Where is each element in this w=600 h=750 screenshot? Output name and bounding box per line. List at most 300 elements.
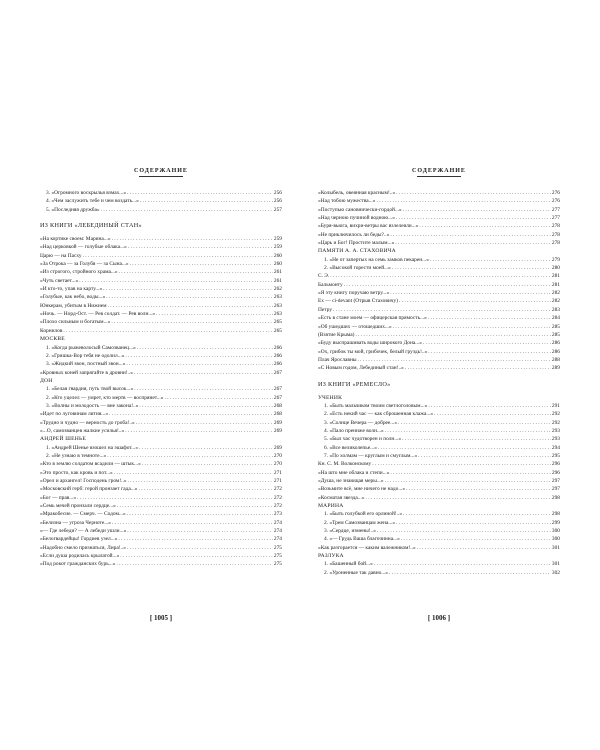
toc-entry-page: 301: [551, 561, 560, 568]
toc-entry-title: «Не приключилось ли беды?..»: [318, 231, 390, 238]
toc-entry-title: 1. «Не от запертых на семь замков пекарен...»: [324, 256, 429, 263]
toc-entry-title: «Колыбель, овеянная красным!..»: [318, 190, 396, 196]
dot-leader: [428, 348, 551, 356]
section-heading: УЧЕНИК: [318, 394, 343, 401]
section-heading: ПАМЯТИ А. А. СТАХОВИЧА: [318, 248, 396, 255]
dot-leader: [417, 544, 551, 552]
dot-leader: [330, 272, 551, 280]
toc-entry-title: 1. «Быть голубкой его орлиной!..»: [324, 511, 403, 518]
toc-entry: [318, 222, 560, 230]
toc-entry-page: 260: [273, 261, 282, 268]
dot-leader: [392, 264, 551, 272]
toc-entry: [40, 352, 282, 360]
toc-entry-title: «Поступью сановнически-гордой...»: [318, 206, 402, 213]
dot-leader: [125, 427, 273, 435]
toc-entry-page: 269: [273, 419, 282, 426]
toc-entry: [318, 569, 560, 577]
dot-leader: [395, 239, 551, 247]
dot-leader: [344, 281, 551, 289]
toc-entry: [40, 519, 282, 527]
toc-entry-title: «Чуть светает...»: [40, 277, 79, 284]
dot-leader: [127, 544, 273, 552]
toc-entry: [318, 435, 560, 443]
toc-entry-title: «Косматая звезда...»: [318, 494, 365, 501]
dot-leader: [108, 302, 273, 310]
toc-entry-page: 278: [551, 231, 560, 238]
dot-leader: [372, 460, 551, 468]
toc-entry-title: 3. «Сердце, измены!..»: [324, 528, 376, 535]
dot-leader: [385, 477, 551, 485]
dot-leader: [139, 444, 273, 452]
toc-entry: [40, 360, 282, 368]
toc-entry-title: «Московский герб: герой пронзает гада...»: [40, 486, 138, 493]
toc-entry-page: 266: [273, 352, 282, 359]
left-contents-list: [40, 189, 282, 569]
toc-entry: [318, 314, 560, 322]
toc-entry-page: 271: [273, 478, 282, 484]
dot-leader: [389, 569, 551, 577]
toc-entry-page: 270: [273, 461, 282, 468]
dot-leader: [79, 277, 273, 285]
toc-entry-title: «Плохо сильным и богатым...»: [40, 319, 111, 326]
dot-leader: [419, 222, 551, 230]
toc-entry-page: 272: [273, 503, 282, 510]
toc-entry: [318, 452, 560, 460]
dot-leader: [355, 331, 550, 339]
toc-entry: [40, 485, 282, 493]
toc-entry-page: 275: [273, 553, 282, 560]
toc-entry-page: 278: [551, 223, 560, 230]
toc-entry-title: 2. «Трем Самозванцам жена...»: [324, 519, 396, 526]
toc-entry-title: Ех — ci-devant (Отрыв Стаховичу): [318, 298, 398, 305]
toc-entry: [40, 444, 282, 452]
toc-entry: [40, 277, 282, 285]
right-header-rule: [417, 176, 461, 177]
dot-leader: [112, 235, 273, 243]
toc-entry-title: «Кто в землю солдатом всадили — штык...»: [40, 461, 141, 468]
toc-entry-page: 286: [551, 348, 560, 355]
toc-entry-title: 1. «Быть мальчиком твоим светлоголовым...»: [324, 402, 428, 409]
dot-leader: [156, 310, 273, 318]
toc-entry-page: 266: [273, 361, 282, 368]
toc-entry-page: 256: [273, 190, 282, 196]
toc-entry-page: 272: [273, 486, 282, 493]
dot-leader: [111, 318, 273, 326]
dot-leader: [428, 314, 551, 322]
toc-entry-title: «На што мне облака и степи...»: [318, 469, 390, 476]
toc-entry-title: 4. «Пало прениже волн...»: [324, 427, 384, 434]
toc-entry-page: 302: [551, 569, 560, 576]
dot-leader: [333, 306, 551, 314]
toc-entry: [318, 272, 560, 280]
toc-entry-page: 295: [551, 452, 560, 459]
toc-entry-page: 276: [551, 190, 560, 196]
toc-entry: [318, 323, 560, 331]
toc-entry: [318, 331, 560, 339]
dot-leader: [114, 469, 273, 477]
toc-entry-page: 263: [273, 311, 282, 318]
dot-leader: [393, 323, 551, 331]
toc-entry-page: 272: [273, 494, 282, 501]
toc-entry-title: «Идет по луговинам лития...»: [40, 411, 109, 418]
toc-entry-page: 281: [551, 281, 560, 288]
dot-leader: [134, 369, 273, 377]
toc-entry-page: 266: [273, 344, 282, 351]
dot-leader: [405, 364, 551, 372]
toc-entry: [40, 510, 282, 518]
toc-entry-title: «Царь и Бог! Простите малым...»: [318, 240, 395, 247]
toc-entry-title: «Белогвардейцы! Гордиев узел...»: [40, 536, 118, 543]
dot-leader: [142, 460, 273, 468]
toc-entry-title: «Если душа родилась крылатой...»: [40, 553, 120, 560]
right-page-header: СОДЕРЖАНИЕ: [412, 168, 466, 174]
toc-entry-page: 299: [551, 519, 560, 526]
toc-entry: [318, 460, 560, 468]
toc-entry-page: 259: [273, 236, 282, 243]
toc-entry-title: «Мракобесие. — Смерч. — Содом...»: [40, 511, 126, 518]
toc-entry-page: 269: [273, 427, 282, 434]
toc-entry-title: «Есть в стане моем — офицерская прямость...»: [318, 315, 427, 322]
toc-entry: [318, 356, 560, 364]
toc-entry: [318, 289, 560, 297]
toc-entry-page: 274: [273, 536, 282, 543]
dot-leader: [374, 560, 551, 568]
toc-entry: [40, 452, 282, 460]
toc-entry: [40, 419, 282, 427]
toc-entry: [318, 306, 560, 314]
toc-entry: [40, 327, 282, 335]
toc-entry-title: «Над тобою мужества...»: [318, 198, 376, 205]
toc-entry-page: 297: [551, 486, 560, 493]
dot-leader: [399, 297, 551, 305]
toc-entry: [40, 427, 282, 435]
dot-leader: [77, 494, 273, 502]
toc-entry: [318, 510, 560, 518]
toc-entry-title: «Это просто, как кровь и пот...»: [40, 469, 113, 476]
section-heading: МАРИНА: [318, 503, 344, 510]
toc-entry: [318, 527, 560, 535]
toc-entry: [318, 535, 560, 543]
toc-entry: [318, 281, 560, 289]
toc-entry-title: 1. «Башенный бой...»: [324, 561, 373, 568]
toc-entry: [40, 197, 282, 205]
right-contents-list: [318, 189, 560, 577]
toc-entry-page: 270: [273, 452, 282, 459]
toc-entry: [40, 385, 282, 393]
toc-entry-page: 265: [273, 327, 282, 334]
dot-leader: [401, 535, 551, 543]
dot-leader: [134, 385, 273, 393]
toc-entry: [40, 369, 282, 377]
toc-entry: [318, 197, 560, 205]
dot-leader: [402, 435, 551, 443]
toc-entry: [318, 544, 560, 552]
toc-entry-title: 2. «Есть некий час — как сброшенная клажа...»: [324, 411, 434, 418]
toc-entry-title: Царю — на Пасху: [40, 252, 82, 259]
toc-entry-title: 3. «Волны и молодость — вне закона!..»: [46, 402, 139, 409]
dot-leader: [137, 344, 273, 352]
toc-entry: [40, 410, 282, 418]
toc-entry-title: «Ох, грибок ты мой, грибочек, белый груздь!..»: [318, 348, 428, 355]
toc-entry-title: «— Где лебеди? — А лебеди ушли...»: [40, 528, 127, 535]
toc-entry-page: 268: [273, 411, 282, 418]
toc-entry: [318, 410, 560, 418]
toc-entry-title: 1. «Андрей Шенье взошел на эшафот...»: [46, 444, 139, 451]
left-page-header: СОДЕРЖАНИЕ: [134, 168, 188, 174]
toc-entry-title: Корнилов: [40, 327, 63, 334]
dot-leader: [126, 360, 273, 368]
toc-entry-page: 297: [551, 478, 560, 484]
toc-entry-title: 1. «Когда рыжеволосый Самозванец...»: [46, 344, 136, 351]
dot-leader: [112, 519, 273, 527]
toc-entry-title: Бальмонту: [318, 281, 343, 288]
toc-entry-page: 273: [273, 511, 282, 518]
toc-entry-title: 4. «Чем заслужить тебе и чем воздать...»: [46, 198, 139, 205]
dot-leader: [127, 527, 273, 535]
toc-entry-title: «Ночь. — Норд-Ост. — Рев солдат. — Рев волн...»: [40, 311, 156, 318]
toc-entry-title: 2. «Не узнаю в темноте...»: [46, 452, 107, 459]
toc-entry-page: 257: [273, 206, 282, 213]
toc-entry: [318, 419, 560, 427]
toc-entry-page: 293: [551, 436, 560, 443]
dot-leader: [106, 293, 273, 301]
toc-entry-title: «Орел и архангел! Господень гром!..»: [40, 478, 127, 484]
toc-entry-page: 293: [551, 427, 560, 434]
toc-entry: [40, 243, 282, 251]
toc-entry-title: 7. «По холмам — круглым и смуглым...»: [324, 452, 418, 459]
toc-entry-page: 283: [551, 306, 560, 313]
dot-leader: [116, 560, 273, 568]
section-heading: ДОН: [40, 377, 53, 384]
toc-entry-page: 275: [273, 544, 282, 551]
toc-entry-title: 2. «Высокой горести моей...»: [324, 265, 391, 272]
toc-entry-title: (Взятие Крыма): [318, 331, 355, 338]
toc-entry-page: 280: [551, 265, 560, 272]
toc-entry-page: 260: [273, 252, 282, 259]
dot-leader: [385, 427, 551, 435]
dot-leader: [390, 469, 551, 477]
toc-entry-title: «Семь мечей пронзали сердце...»: [40, 503, 116, 510]
toc-entry-title: С. Э.: [318, 273, 330, 280]
toc-entry: [40, 268, 282, 276]
toc-entry-title: 3. «Солнце Вечера — добрее...»: [324, 419, 398, 426]
toc-entry-page: 269: [273, 444, 282, 451]
toc-entry-page: 292: [551, 419, 560, 426]
toc-entry-page: 263: [273, 302, 282, 309]
toc-entry-title: «Под рокот гражданских бурь...»: [40, 561, 116, 568]
toc-entry-page: 259: [273, 244, 282, 251]
toc-entry: [318, 477, 560, 485]
left-header-rule: [139, 176, 183, 177]
toc-entry: [40, 189, 282, 197]
dot-leader: [357, 356, 550, 364]
toc-entry: [318, 189, 560, 197]
toc-entry: [318, 444, 560, 452]
right-page: [318, 168, 560, 577]
toc-entry-page: 256: [273, 198, 282, 205]
toc-entry-title: «Как разгорается — каким валежником!..»: [318, 544, 416, 551]
toc-entry-page: 274: [273, 528, 282, 535]
toc-entry: [40, 494, 282, 502]
dot-leader: [396, 189, 551, 197]
toc-entry-title: 1. «Белая гвардия, путь твой высок...»: [46, 386, 134, 393]
toc-entry-page: 300: [551, 536, 560, 543]
toc-entry: [318, 264, 560, 272]
toc-entry-title: 4. «— Грудь Ваша благочинна...»: [324, 536, 400, 543]
toc-entry-page: 294: [551, 444, 560, 451]
toc-entry-title: «Над черною пучиной водною...»: [318, 215, 395, 222]
toc-entry-title: «На кортике своем: Марина...»: [40, 236, 111, 243]
toc-entry: [318, 214, 560, 222]
toc-entry-page: 284: [551, 315, 560, 322]
dot-leader: [430, 256, 551, 264]
dot-leader: [390, 231, 551, 239]
toc-entry: [40, 544, 282, 552]
toc-entry-page: 285: [551, 323, 560, 330]
toc-entry: [40, 252, 282, 260]
dot-leader: [125, 352, 273, 360]
toc-entry-page: 298: [551, 511, 560, 518]
toc-entry: [318, 519, 560, 527]
toc-entry-title: «И кто-то, упав на карту...»: [40, 286, 103, 293]
toc-entry-page: 267: [273, 394, 282, 401]
toc-entry-title: «Над церковкой — голубые облака...»: [40, 244, 127, 251]
toc-entry-page: 263: [273, 294, 282, 301]
toc-entry: [40, 260, 282, 268]
toc-entry: [40, 206, 282, 214]
toc-entry-title: 3. «Огромного воскрылья взмах...»: [46, 190, 127, 196]
section-heading: АНДРЕЙ ШЕНЬЕ: [40, 436, 86, 443]
toc-entry-page: 296: [551, 469, 560, 476]
toc-entry-title: «Я эту книгу поручаю ветру...»: [318, 290, 390, 297]
toc-entry-title: 2. «Уроненные так давно...»: [324, 569, 389, 576]
section-heading: МОСКВЕ: [40, 336, 65, 343]
toc-entry-title: «Возьмите всё, мне ничего не надо...»: [318, 486, 406, 493]
dot-leader: [428, 402, 551, 410]
toc-entry-page: 282: [551, 290, 560, 297]
toc-entry: [318, 560, 560, 568]
dot-leader: [390, 289, 551, 297]
toc-entry-title: Петру: [318, 306, 333, 313]
toc-entry: [318, 402, 560, 410]
toc-entry-page: 275: [273, 561, 282, 568]
toc-entry-page: 278: [551, 240, 560, 247]
toc-entry-title: «Белизна — угроза Черноте...»: [40, 519, 112, 526]
toc-entry: [318, 364, 560, 372]
toc-entry-page: 292: [551, 411, 560, 418]
toc-entry: [40, 302, 282, 310]
toc-entry-title: «Трудно и чудно — верность до гроба!..»: [40, 419, 135, 426]
dot-leader: [140, 197, 273, 205]
toc-entry: [318, 206, 560, 214]
dot-leader: [118, 535, 272, 543]
left-page: [40, 168, 282, 569]
toc-entry: [40, 235, 282, 243]
dot-leader: [130, 260, 273, 268]
toc-entry: [40, 469, 282, 477]
dot-leader: [366, 494, 551, 502]
dot-leader: [63, 327, 272, 335]
toc-entry-title: «Буря-вьюга, вихри-ветры вас взлелеяли...»: [318, 223, 419, 230]
dot-leader: [398, 419, 551, 427]
toc-entry: [318, 348, 560, 356]
toc-entry-title: «Из строгого, стройного храма...»: [40, 269, 118, 276]
toc-entry-title: 5. «Был час чудотворен и полн...»: [324, 436, 402, 443]
book-heading: ИЗ КНИГИ «РЕМЕСЛО»: [318, 380, 391, 388]
dot-leader: [418, 452, 551, 460]
toc-entry-title: Плач Ярославны: [318, 356, 357, 363]
toc-entry-title: «Душа, не знающая меры...»: [318, 478, 384, 484]
dot-leader: [109, 410, 273, 418]
toc-entry-page: 282: [551, 298, 560, 305]
dot-leader: [376, 197, 550, 205]
toc-entry: [318, 485, 560, 493]
toc-entry: [318, 427, 560, 435]
toc-entry: [40, 394, 282, 402]
toc-entry-title: «Об ушедших — отошедших...»: [318, 323, 392, 330]
toc-entry: [318, 297, 560, 305]
dot-leader: [139, 402, 272, 410]
toc-entry: [40, 460, 282, 468]
toc-entry-page: 289: [551, 365, 560, 372]
book-heading: ИЗ КНИГИ «ЛЕБЕДИНЫЙ СТАН»: [40, 222, 142, 230]
toc-entry: [40, 285, 282, 293]
toc-entry-page: 296: [551, 461, 560, 468]
dot-leader: [378, 444, 551, 452]
toc-entry-page: 267: [273, 386, 282, 393]
toc-entry: [40, 318, 282, 326]
dot-leader: [128, 243, 273, 251]
toc-entry: [318, 494, 560, 502]
toc-entry: [40, 552, 282, 560]
toc-entry-page: 300: [551, 528, 560, 535]
toc-entry-title: «За Отрока — за Голубя — за Сына...»: [40, 261, 129, 268]
toc-entry-page: 277: [551, 206, 560, 213]
toc-entry-title: 5. «Последняя дружба»: [46, 206, 100, 213]
dot-leader: [396, 519, 551, 527]
dot-leader: [119, 268, 273, 276]
toc-entry: [40, 502, 282, 510]
toc-entry-title: 2. «Кто уцелел — умрет, кто мертв — воспрянет...»: [46, 394, 164, 401]
dot-leader: [128, 477, 273, 485]
dot-leader: [423, 339, 551, 347]
dot-leader: [127, 510, 273, 518]
toc-entry-page: 279: [551, 256, 560, 263]
toc-entry-page: 261: [273, 277, 282, 284]
toc-entry-title: 6. «Все великолепье...»: [324, 444, 377, 451]
dot-leader: [120, 552, 273, 560]
toc-entry-page: 262: [273, 286, 282, 293]
toc-entry: [40, 535, 282, 543]
toc-entry-title: «С Новым годом, Лебединый стан!..»: [318, 365, 404, 372]
toc-entry-page: 298: [551, 494, 560, 501]
toc-entry-page: 268: [273, 402, 282, 409]
toc-entry-page: 285: [551, 331, 560, 338]
dot-leader: [117, 502, 273, 510]
toc-entry: [318, 256, 560, 264]
dot-leader: [107, 452, 273, 460]
dot-leader: [396, 214, 551, 222]
toc-entry: [40, 560, 282, 568]
toc-entry-title: «Надобно смело признаться, Лира!..»: [40, 544, 126, 551]
toc-entry: [40, 477, 282, 485]
left-page-number: [ 1005 ]: [149, 614, 173, 622]
dot-leader: [127, 189, 273, 197]
toc-entry: [40, 527, 282, 535]
toc-entry-page: 291: [551, 402, 560, 409]
dot-leader: [434, 410, 551, 418]
dot-leader: [103, 285, 273, 293]
